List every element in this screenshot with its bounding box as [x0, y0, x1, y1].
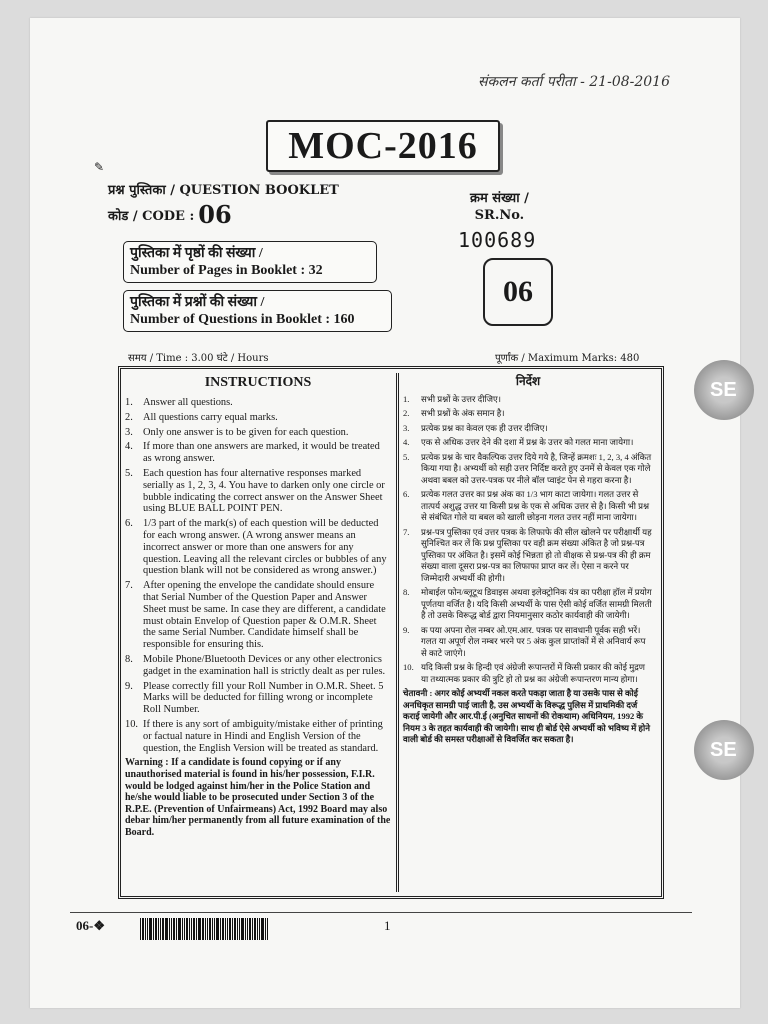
hindi-instruction-item-number: 1.: [403, 393, 410, 404]
hindi-instruction-item-text: सभी प्रश्नों के अंक समान है।: [421, 408, 505, 418]
barcode-bar: [196, 918, 197, 940]
instruction-item-number: 3.: [125, 426, 133, 438]
barcode-bar: [202, 918, 204, 940]
barcode-bar: [241, 918, 244, 940]
column-divider: [396, 373, 399, 892]
barcode-bar: [178, 918, 181, 940]
instructions-english: [125, 373, 391, 892]
barcode-bar: [237, 918, 238, 940]
instruction-item: [125, 518, 391, 577]
page-number: 1: [384, 918, 391, 933]
barcode-bar: [162, 918, 164, 940]
hindi-instruction-item: [403, 527, 653, 585]
instruction-item-number: 4.: [125, 441, 133, 453]
questions-label-hindi: पुस्तिका में प्रश्नों की संख्या /: [130, 295, 265, 310]
hindi-instruction-item-number: 4.: [403, 437, 410, 447]
hindi-instruction-item-text: एक से अधिक उत्तर देने की दशा में प्रश्न के उत्तर को गलत माना जायेगा।: [421, 437, 634, 447]
barcode-bar: [176, 918, 177, 940]
hindi-instruction-item: [403, 489, 653, 524]
barcode-bar: [169, 918, 170, 940]
barcode-bar: [142, 918, 144, 940]
instructions-title: INSTRUCTIONS: [204, 375, 312, 390]
hindi-instruction-item-number: 7.: [403, 526, 410, 537]
instruction-item: [125, 441, 391, 465]
instruction-item-text: If there is any sort of ambiguity/mistake either of printing or factual nature in Hindi and English Version of the question, the English Version will be treated as standard.: [143, 718, 383, 754]
instruction-item-text: Each question has four alternative responses marked serially as 1, 2, 3, 4. You have to darken only one circle or bubble indicating the correct answer on the Answer Sheet using BLUE BALL POINT PEN.: [143, 467, 385, 515]
barcode: [140, 918, 314, 940]
barcode-bar: [198, 918, 201, 940]
pages-label-english: Number of Pages in Booklet : 32: [130, 263, 323, 278]
barcode-bar: [247, 918, 248, 940]
hindi-instruction-item-number: 3.: [403, 422, 410, 433]
exam-title-box: MOC-2016: [266, 120, 500, 172]
instructions-hindi: [403, 373, 653, 892]
instruction-item: [125, 681, 391, 716]
barcode-bar: [252, 918, 253, 940]
instruction-item: [125, 580, 391, 651]
hindi-instruction-item-text: प्रत्येक प्रश्न का केवल एक ही उत्तर दीजिए।: [421, 422, 548, 433]
barcode-bar: [222, 918, 224, 940]
hindi-instruction-item-number: 8.: [403, 587, 410, 597]
instructions-frame: [118, 366, 664, 899]
instructions-list: [125, 397, 391, 754]
footer-divider: [70, 912, 692, 913]
hindi-instruction-item-text: यदि किसी प्रश्न के हिन्दी एवं अंग्रेजी रूपान्तरों में किसी प्रकार की कोई मुद्रण या तथ्यात्मक प्रकार की त्रुटि हो तो प्रश्न का अंग्रेजी रूपान्तरण मान्य होगा।: [421, 662, 645, 684]
hindi-instruction-item-text: प्रश्न-पत्र पुस्तिका एवं उत्तर पत्रक के लिफाफे की सील खोलने पर परीक्षार्थी यह सुनिश्चित कर लें कि प्रश्न पुस्तिका पर वही क्रम संख्या अंकित है जो प्रश्न-पत्र पुस्तिका पर अंकित है। इसमें कोई भिन्नता हो तो वीक्षक से प्रश्न-पत्र की ही क्रम संख्या वाला दूसरा प्रश्न-पत्र का लिफाफा प्राप्त कर लें। ऐसा न करने पर जिम्मेदारी अभ्यर्थी की होगी।: [421, 526, 652, 583]
instruction-item: [125, 397, 391, 409]
hindi-instruction-item-text: क पया अपना रोल नम्बर ओ.एम.आर. पत्रक पर सावधानी पूर्वक सही भरें। गलत या अपूर्ण रोल नम्बर भरने पर 5 अंक कुल प्राप्तांकों में से अनिवार्य रूप से काटे जाएंगे।: [421, 624, 646, 658]
serial-number: 100689: [458, 228, 537, 252]
barcode-bar: [259, 918, 260, 940]
barcode-bar: [261, 918, 264, 940]
hindi-instruction-item: [403, 423, 653, 435]
barcode-bar: [249, 918, 251, 940]
barcode-bar: [193, 918, 195, 940]
hindi-instruction-item-number: 10.: [403, 662, 414, 672]
barcode-bar: [191, 918, 192, 940]
time-text: समय / Time : 3.00 घंटे / Hours: [128, 353, 269, 364]
barcode-bar: [209, 918, 211, 940]
questions-count-box: [123, 290, 392, 332]
barcode-bar: [155, 918, 157, 940]
code-line: [108, 200, 232, 229]
hindi-instructions-list: [403, 394, 653, 686]
barcode-bar: [145, 918, 146, 940]
code-box: 06: [483, 258, 553, 326]
barcode-bar: [184, 918, 185, 940]
barcode-bar: [234, 918, 236, 940]
hindi-title: निर्देश: [515, 374, 541, 388]
seal-stamp: [694, 720, 754, 780]
hindi-instruction-item-text: प्रत्येक प्रश्न के चार वैकल्पिक उत्तर दिये गये है, जिन्हें क्रमशः 1, 2, 3, 4 अंकित किया गया है। अभ्यर्थी को सही उत्तर निर्दिष्ट करते हुए उनमें से केवल एक गोले अथवा बबल को उत्तर-पत्रक पर नीले बॉल प्वाइंट पेन से गहरा करना है।: [421, 451, 652, 485]
barcode-bar: [265, 918, 266, 940]
instruction-item-number: 7.: [125, 580, 133, 592]
seal-stamp: [694, 360, 754, 420]
instruction-item-number: 8.: [125, 653, 133, 665]
hindi-instruction-item-number: 9.: [403, 624, 410, 635]
instruction-item: [125, 412, 391, 424]
instruction-item-text: All questions carry equal marks.: [143, 411, 278, 423]
scribble-mark: ✎: [94, 160, 105, 174]
hindi-instruction-item: [403, 437, 653, 449]
pages-label-hindi: पुस्तिका में पृष्ठों की संख्या /: [130, 246, 263, 261]
instruction-item-number: 10.: [125, 718, 138, 730]
instruction-item-text: Answer all questions.: [143, 397, 233, 408]
serial-label-hindi: क्रम संख्या /: [470, 191, 529, 206]
marks-text: पूर्णांक / Maximum Marks: 480: [495, 353, 640, 364]
instruction-item-number: 5.: [125, 467, 133, 479]
hindi-instruction-item: [403, 625, 653, 660]
barcode-bar: [147, 918, 148, 940]
barcode-bar: [173, 918, 175, 940]
barcode-bar: [205, 918, 206, 940]
instruction-item-text: Please correctly fill your Roll Number in O.M.R. Sheet. 5 Marks will be deducted for filling wrong or incomplete Roll Number.: [143, 680, 384, 716]
code-label: कोड / CODE :: [108, 209, 195, 224]
code-value: 06: [198, 200, 232, 229]
barcode-bar: [140, 918, 141, 940]
instruction-item-number: 6.: [125, 518, 133, 530]
handwritten-note: संकलन कर्ता परीता - 21-08-2016: [478, 74, 670, 90]
barcode-bar: [216, 918, 219, 940]
seal-text: SE: [710, 378, 737, 401]
warning-text: Warning : If a candidate is found copying or if any unauthorised material is found in his/her possession, F.I.R. would be lodged against him/her in the Police Station and he/she would liable to be prosecuted under Section 3 of the R.P.E. (Prevention of Unfairmeans) Act, 1992 Board may also debar him/her permanently from all future examination of the Board.: [125, 757, 391, 838]
instruction-item-number: 1.: [125, 397, 133, 408]
hindi-instruction-item-text: मोबाईल फोन/ब्लूटूथ डिवाइस अथवा इलेक्ट्रोनिक यंत्र का परीक्षा हॉल में प्रयोग पूर्णतया वर्जित है। यदि किसी अभ्यर्थी के पास ऐसी कोई वर्जित सामग्री मिलती है तो उसके विरूद्ध बोर्ड द्वारा नियमानुसार कठोर कार्यवाही की जायेगी।: [421, 587, 652, 620]
instruction-item-text: After opening the envelope the candidate should ensure that Serial Number of the Question Paper and Answer Sheet must be same. In case they are different, a candidate must obtain Envelop of Question paper & O.M.R. Sheet the same Serial Number. Candidate himself shall be responsible for ensuring this.: [143, 580, 386, 651]
seal-text: SE: [710, 738, 737, 761]
barcode-bar: [186, 918, 188, 940]
barcode-bar: [171, 918, 172, 940]
instruction-item-text: 1/3 part of the mark(s) of each question will be deducted for each wrong answer. (A wrong answer means an incorrect answer or more than one answers for any question. Leaving all the relevant circles or bubbles of any question blank will not be considered as wrong answer.): [143, 518, 387, 577]
footer-code: 06-❖: [76, 918, 105, 933]
barcode-bar: [227, 918, 228, 940]
barcode-bar: [153, 918, 154, 940]
instruction-item: [125, 468, 391, 515]
barcode-bar: [149, 918, 152, 940]
instruction-item: [125, 427, 391, 439]
barcode-bar: [158, 918, 159, 940]
hindi-warning-text: चेतावनी : अगर कोई अभ्यर्थी नकल करते पकड़ा जाता है या उसके पास से कोई अनधिकृत सामग्री पाई जाती है, उस अभ्यर्थी के विरूद्ध पुलिस में प्राथमिकी दर्ज कराई जायेगी और आर.पी.ई (अनुचित साधनों की रोकथाम) अधिनियम, 1992 के नियम 3 के तहत कार्यवाही की जायेगी। साथ ही बोर्ड ऐसे अभ्यर्थी को भविष्य में होने वाली बोर्ड की समस्त परीक्षाओं से विवर्जित कर सकता है।: [403, 688, 650, 744]
serial-label: [470, 190, 529, 224]
hindi-instruction-item: [403, 587, 653, 622]
barcode-bar: [189, 918, 190, 940]
pages-count-box: [123, 241, 377, 283]
barcode-bar: [182, 918, 183, 940]
hindi-instruction-item-text: सभी प्रश्नों के उत्तर दीजिए।: [421, 393, 502, 404]
barcode-bar: [207, 918, 208, 940]
instruction-item: [125, 654, 391, 678]
barcode-bar: [220, 918, 221, 940]
barcode-bar: [160, 918, 161, 940]
serial-label-english: SR.No.: [474, 208, 525, 223]
barcode-bar: [229, 918, 231, 940]
barcode-bar: [254, 918, 256, 940]
barcode-bar: [212, 918, 213, 940]
instruction-item-text: Mobile Phone/Bluetooth Devices or any other electronics gadget in the examination hall is strictly dealt as per rules.: [143, 653, 386, 677]
barcode-bar: [239, 918, 240, 940]
instruction-item-text: If more than one answers are marked, it would be treated as wrong answer.: [143, 441, 380, 465]
barcode-bar: [165, 918, 168, 940]
questions-label-english: Number of Questions in Booklet : 160: [130, 312, 355, 327]
hindi-instruction-item-number: 2.: [403, 408, 410, 418]
instruction-item-number: 9.: [125, 680, 133, 692]
hindi-instruction-item-number: 6.: [403, 489, 410, 499]
booklet-label: प्रश्न पुस्तिका / QUESTION BOOKLET: [108, 183, 339, 198]
instruction-item-text: Only one answer is to be given for each question.: [143, 426, 349, 438]
barcode-bar: [214, 918, 215, 940]
barcode-bar: [245, 918, 246, 940]
hindi-instruction-item-text: प्रत्येक गलत उत्तर का प्रश्न अंक का 1/3 भाग काटा जायेगा। गलत उत्तर से तात्पर्य अशुद्ध उत्तर या किसी प्रश्न के एक से अधिक उत्तर से है। किसी भी प्रश्न से संबंधित गोले या बबल को खाली छोड़ना गलत उत्तर नहीं माना जायेगा।: [421, 489, 650, 522]
hindi-instruction-item: [403, 408, 653, 420]
hindi-instruction-item: [403, 394, 653, 406]
barcode-bar: [232, 918, 233, 940]
hindi-instruction-item: [403, 452, 653, 487]
hindi-instruction-item: [403, 662, 653, 685]
instruction-item-number: 2.: [125, 411, 133, 423]
barcode-bar: [267, 918, 268, 940]
instruction-item: [125, 719, 391, 754]
hindi-instruction-item-number: 5.: [403, 451, 410, 462]
barcode-bar: [225, 918, 226, 940]
barcode-bar: [257, 918, 258, 940]
